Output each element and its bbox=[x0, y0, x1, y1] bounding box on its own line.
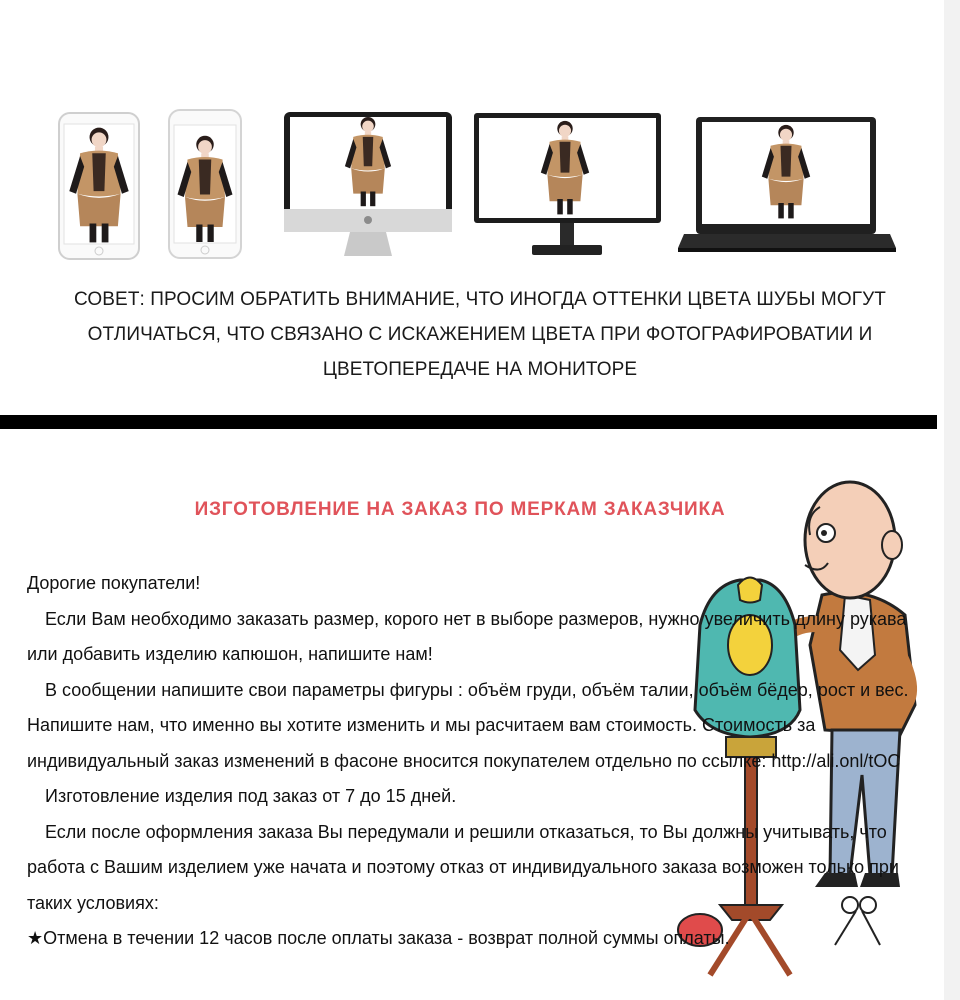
phone-white-large-icon bbox=[59, 113, 139, 259]
condition-item: ★Отмена в течении 12 часов после оплаты заказа - возврат полной суммы оплаты. bbox=[27, 928, 730, 948]
dell-monitor-icon bbox=[474, 113, 661, 255]
phone-white-small-icon bbox=[169, 110, 241, 258]
device-preview-row bbox=[0, 0, 960, 270]
color-notice bbox=[30, 282, 930, 387]
paragraph: Если после оформления заказа Вы передумали и решили отказаться, то Вы должны учитывать, что работа с Вашим изделием уже начата и поэтому отказ от индивидуального заказа возможен только при таких условиях: bbox=[27, 821, 899, 913]
paragraph: В сообщении напишите свои параметры фигуры : объём груди, объём талии, объём бёдер, рост и вес. Напишите нам, что именно вы хотите изменить и мы расчитаем вам стоимость. Стоимость за индивидуальный заказ изменений в фасоне вносится покупателем отдельно по ссылке: http://ali.onl/tOC bbox=[27, 679, 909, 771]
notice-line: ОТЛИЧАТЬСЯ, ЧТО СВЯЗАНО С ИСКАЖЕНИЕМ ЦВЕТА ПРИ ФОТОГРАФИРОВАТИИ И bbox=[87, 324, 873, 345]
notice-line: ЦВЕТОПЕРЕДАЧЕ НА МОНИТОРЕ bbox=[322, 359, 638, 380]
paragraph: Изготовление изделия под заказ от 7 до 15 дней. bbox=[45, 786, 457, 806]
section-divider bbox=[0, 415, 937, 429]
notice-line: СОВЕТ: ПРОСИМ ОБРАТИТЬ ВНИМАНИЕ, ЧТО ИНОГДА ОТТЕНКИ ЦВЕТА ШУБЫ МОГУТ bbox=[74, 289, 886, 310]
greeting: Дорогие покупатели! bbox=[27, 573, 201, 593]
section-title: ИЗГОТОВЛЕНИЕ НА ЗАКАЗ ПО МЕРКАМ ЗАКАЗЧИКА bbox=[194, 499, 726, 520]
paragraph: Если Вам необходимо заказать размер, корого нет в выборе размеров, нужно увеличить длину рукава или добавить изделию капюшон, напишите нам! bbox=[27, 608, 907, 664]
order-info-text bbox=[27, 566, 927, 957]
imac-monitor-icon bbox=[284, 112, 452, 256]
laptop-icon bbox=[678, 117, 896, 252]
